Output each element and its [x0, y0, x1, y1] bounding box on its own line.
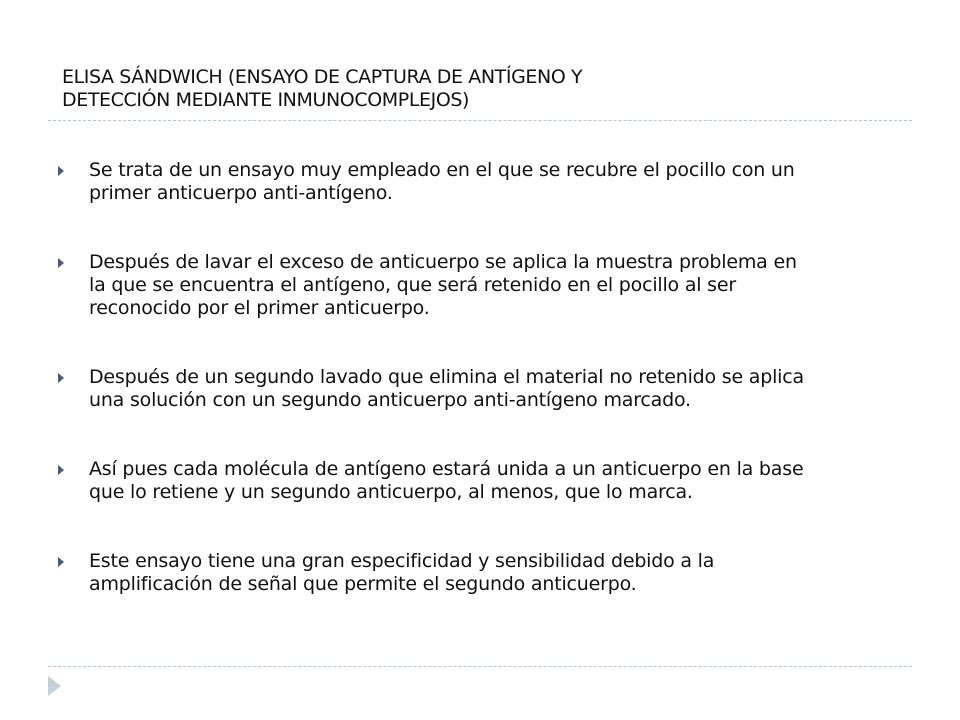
- bullet-4-line-1: Así pues cada molécula de antígeno estará unida a un anticuerpo en la base: [89, 458, 804, 480]
- bullet-triangle-icon: [58, 258, 64, 268]
- bullet-2-line-3: reconocido por el primer anticuerpo.: [89, 297, 430, 319]
- bullet-item-2: [0, 251, 919, 320]
- bullet-item-5: [0, 550, 919, 596]
- slide-title: [62, 66, 902, 112]
- bullet-triangle-icon: [58, 166, 64, 176]
- bullet-5-line-1: Este ensayo tiene una gran especificidad y sensibilidad debido a la: [89, 550, 715, 572]
- bullet-item-3: [0, 366, 919, 412]
- title-divider: [48, 120, 912, 121]
- bullet-1-line-2: primer anticuerpo anti-antígeno.: [89, 182, 393, 204]
- title-line-1: ELISA SÁNDWICH (ENSAYO DE CAPTURA DE ANTÍGENO Y: [62, 66, 583, 88]
- bullet-triangle-icon: [58, 557, 64, 567]
- bullet-2-line-2: la que se encuentra el antígeno, que será retenido en el pocillo al ser: [89, 274, 736, 296]
- bullet-3-line-1: Después de un segundo lavado que elimina el material no retenido se aplica: [89, 366, 804, 388]
- title-line-2: DETECCIÓN MEDIANTE INMUNOCOMPLEJOS): [62, 89, 470, 111]
- bullet-2-line-1: Después de lavar el exceso de anticuerpo se aplica la muestra problema en: [89, 251, 797, 273]
- bullet-4-line-2: que lo retiene y un segundo anticuerpo, al menos, que lo marca.: [89, 481, 693, 503]
- bullet-item-1: [0, 159, 919, 205]
- bullet-item-4: [0, 458, 919, 504]
- bullet-5-line-2: amplificación de señal que permite el segundo anticuerpo.: [89, 573, 637, 595]
- next-slide-arrow-icon[interactable]: [48, 676, 61, 696]
- bullet-1-line-1: Se trata de un ensayo muy empleado en el que se recubre el pocillo con un: [89, 159, 795, 181]
- bullet-triangle-icon: [58, 373, 64, 383]
- bullet-3-line-2: una solución con un segundo anticuerpo anti-antígeno marcado.: [89, 389, 691, 411]
- footer-divider: [48, 666, 912, 667]
- bullet-list: [0, 159, 960, 642]
- bullet-triangle-icon: [58, 465, 64, 475]
